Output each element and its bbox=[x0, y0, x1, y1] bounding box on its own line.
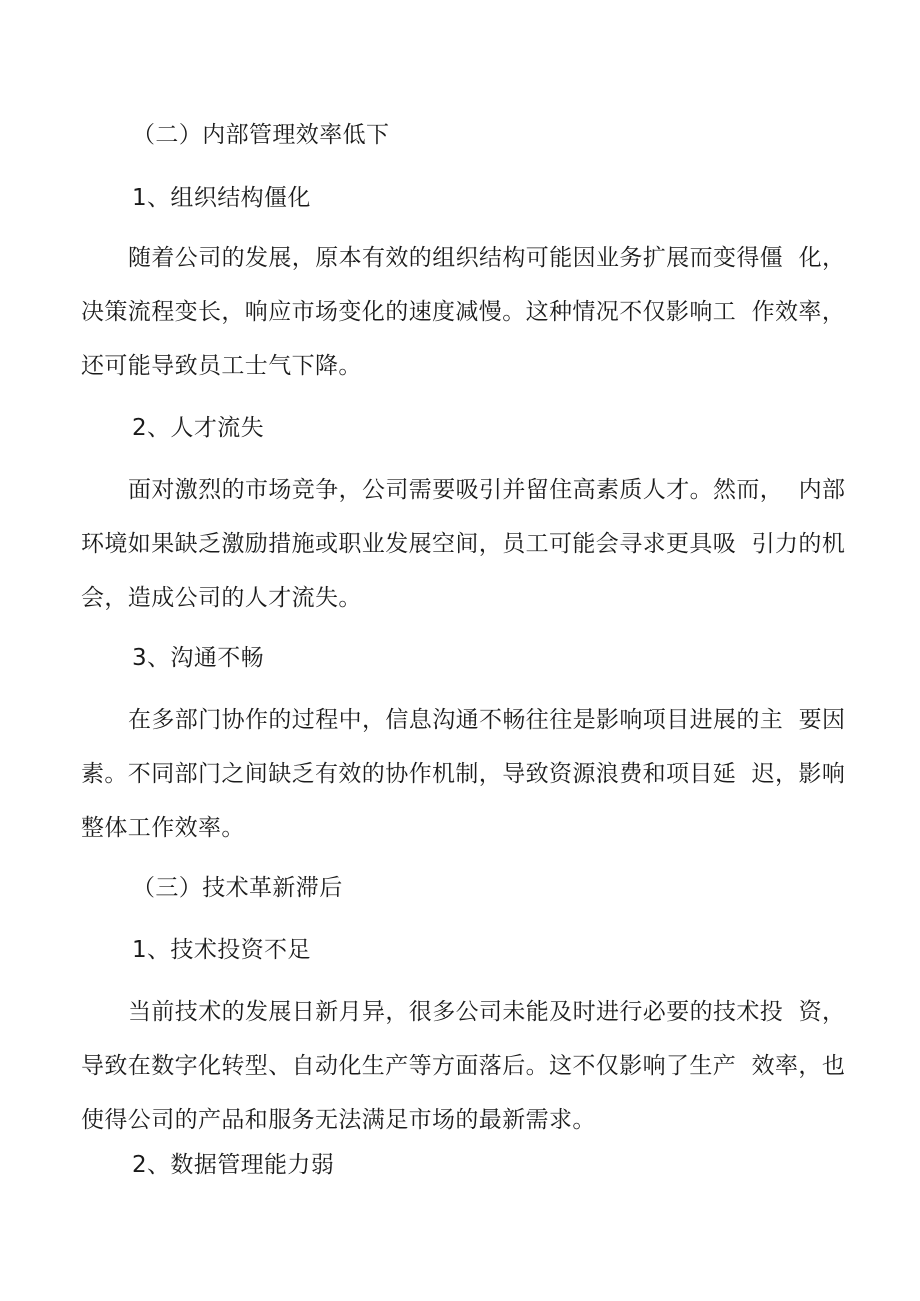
paragraph-line: 使得公司的产品和服务无法满足市场的最新需求。 bbox=[81, 1107, 596, 1133]
section-heading: （三）技术革新滞后 bbox=[132, 875, 343, 901]
paragraph-line: 还可能导致员工士气下降。 bbox=[81, 353, 362, 379]
item-title: 1、技术投资不足 bbox=[132, 937, 311, 963]
paragraph-line: 当前技术的发展日新月异，很多公司未能及时进行必要的技术投 资， bbox=[128, 999, 846, 1025]
paragraph-line: 导致在数字化转型、自动化生产等方面落后。这不仅影响了生产 效率，也 bbox=[81, 1053, 846, 1079]
paragraph-line: 会，造成公司的人才流失。 bbox=[81, 585, 362, 611]
paragraph-line: 在多部门协作的过程中，信息沟通不畅往往是影响项目进展的主 要因 bbox=[128, 707, 846, 733]
item-title: 2、人才流失 bbox=[132, 415, 265, 441]
paragraph-line: 决策流程变长，响应市场变化的速度减慢。这种情况不仅影响工 作效率， bbox=[81, 299, 846, 325]
item-title: 1、组织结构僵化 bbox=[132, 185, 311, 211]
paragraph-line: 环境如果缺乏激励措施或职业发展空间，员工可能会寻求更具吸 引力的机 bbox=[81, 531, 846, 557]
paragraph-line: 随着公司的发展，原本有效的组织结构可能因业务扩展而变得僵 化， bbox=[128, 245, 846, 271]
paragraph-line: 整体工作效率。 bbox=[81, 815, 245, 841]
paragraph-line: 素。不同部门之间缺乏有效的协作机制，导致资源浪费和项目延 迟，影响 bbox=[81, 761, 846, 787]
paragraph-line: 面对激烈的市场竞争，公司需要吸引并留住高素质人才。然而， 内部 bbox=[128, 477, 846, 503]
item-title: 3、沟通不畅 bbox=[132, 645, 265, 671]
section-heading: （二）内部管理效率低下 bbox=[132, 122, 390, 148]
item-title: 2、数据管理能力弱 bbox=[132, 1152, 335, 1178]
